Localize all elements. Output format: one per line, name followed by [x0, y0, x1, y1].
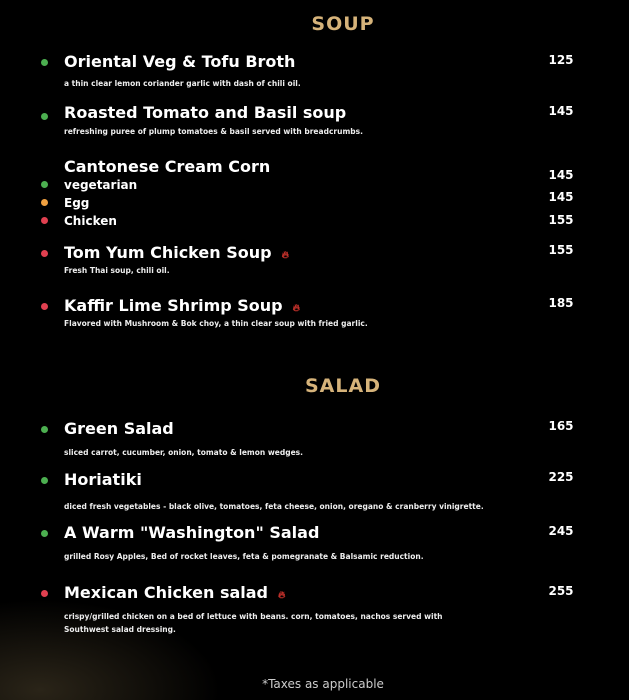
item-desc: refreshing puree of plump tomatoes & basil served with breadcrumbs.: [64, 127, 363, 136]
variant-label: Egg: [64, 196, 90, 210]
item-name: Tom Yum Chicken Soup: [64, 243, 272, 262]
item-price: 155: [548, 243, 574, 257]
item-price: 155: [548, 213, 574, 227]
item-desc: sliced carrot, cucumber, onion, tomato & lemon wedges.: [64, 448, 303, 457]
veg-dot-icon: [41, 59, 48, 66]
item-name: Green Salad: [64, 419, 174, 438]
item-price: 225: [548, 470, 574, 484]
item-price: 255: [548, 584, 574, 598]
item-name: Mexican Chicken salad: [64, 583, 268, 602]
item-name: Kaffir Lime Shrimp Soup: [64, 296, 283, 315]
item-price: 145: [548, 190, 574, 204]
item-desc: a thin clear lemon coriander garlic with dash of chili oil.: [64, 79, 301, 88]
chili-icon: 🔥︎: [281, 250, 289, 261]
variant-label: vegetarian: [64, 178, 138, 192]
variant-label: Chicken: [64, 214, 117, 228]
section-title-salad: SALAD: [305, 375, 381, 397]
item-name: A Warm "Washington" Salad: [64, 523, 320, 542]
item-price: 145: [548, 168, 574, 182]
chili-icon: 🔥︎: [278, 590, 286, 601]
nonveg-dot-icon: [41, 217, 48, 224]
veg-dot-icon: [41, 181, 48, 188]
item-name: Roasted Tomato and Basil soup: [64, 103, 347, 122]
item-desc: Fresh Thai soup, chili oil.: [64, 266, 170, 275]
veg-dot-icon: [41, 477, 48, 484]
section-title-soup: SOUP: [311, 13, 375, 35]
item-price: 185: [548, 296, 574, 310]
item-desc: Flavored with Mushroom & Bok choy, a thin clear soup with fried garlic.: [64, 319, 368, 328]
item-desc: crispy/grilled chicken on a bed of lettuce with beans. corn, tomatoes, nachos served with Southwest salad dressing.: [64, 612, 443, 634]
item-price: 125: [548, 53, 574, 67]
nonveg-dot-icon: [41, 250, 48, 257]
taxes-note: *Taxes as applicable: [262, 677, 384, 691]
veg-dot-icon: [41, 113, 48, 120]
item-name: Cantonese Cream Corn: [64, 157, 271, 176]
item-name: Horiatiki: [64, 470, 142, 489]
veg-dot-icon: [41, 426, 48, 433]
nonveg-dot-icon: [41, 303, 48, 310]
item-desc: diced fresh vegetables - black olive, tomatoes, feta cheese, onion, oregano & cranberry vinigrette.: [64, 502, 484, 511]
chili-icon: 🔥︎: [292, 303, 300, 314]
item-price: 245: [548, 524, 574, 538]
veg-dot-icon: [41, 530, 48, 537]
nonveg-dot-icon: [41, 590, 48, 597]
item-price: 165: [548, 419, 574, 433]
item-desc: grilled Rosy Apples, Bed of rocket leaves, feta & pomegranate & Balsamic reduction.: [64, 552, 424, 561]
egg-dot-icon: [41, 199, 48, 206]
item-price: 145: [548, 104, 574, 118]
item-name: Oriental Veg & Tofu Broth: [64, 52, 296, 71]
